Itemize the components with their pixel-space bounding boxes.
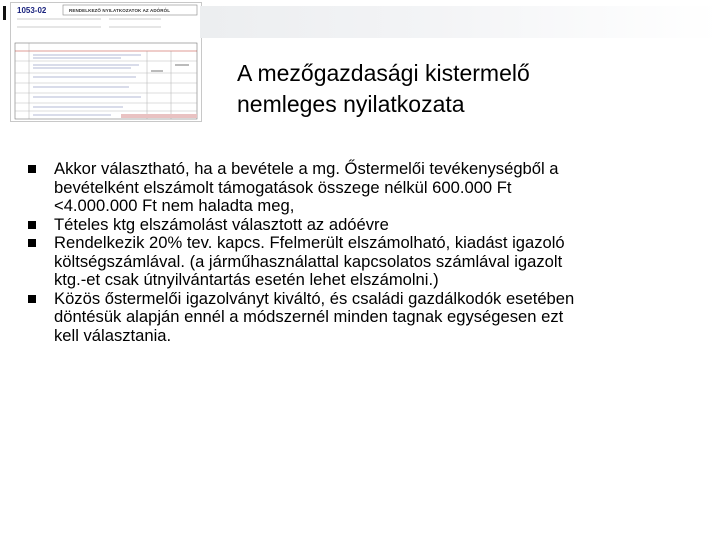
bullet-item xyxy=(28,234,708,290)
form-heading: RENDELKEZŐ NYILATKOZATOK AZ ADÓRÓL xyxy=(69,8,171,13)
bullet-line: ktg.-et csak útnyilvántartás esetén lehet elszámolni.) xyxy=(54,270,439,289)
square-bullet-icon xyxy=(28,165,36,173)
square-bullet-icon xyxy=(28,239,36,247)
bullet-line: döntésük alapján ennél a módszernél minden tagnak egységesen ezt xyxy=(54,307,564,326)
bullet-line: Akkor választható, ha a bevétele a mg. Őstermelői tevékenységből a xyxy=(54,159,559,178)
bullet-line: kell választania. xyxy=(54,325,172,345)
bullet-line: bevételként elszámolt támogatások összege nélkül 600.000 Ft xyxy=(54,177,512,197)
bullet-line: <4.000.000 Ft nem haladta meg, xyxy=(54,196,295,215)
form-table-graphic xyxy=(11,3,201,121)
slide-title xyxy=(237,58,707,120)
bullet-item xyxy=(28,290,708,346)
bullet-item xyxy=(28,160,708,216)
square-bullet-icon xyxy=(28,221,36,229)
bullet-line: költségszámlával. (a járműhasználattal kapcsolatos számlával igazolt xyxy=(54,251,563,271)
square-bullet-icon xyxy=(28,295,36,303)
bullet-line: Közös őstermelői igazolványt kiváltó, és családi gazdálkodók esetében xyxy=(54,288,575,308)
tax-form-thumbnail xyxy=(10,2,202,122)
header-stripe xyxy=(200,6,720,38)
bullet-item xyxy=(28,216,708,235)
bullet-list xyxy=(28,160,708,345)
bullet-line: Rendelkezik 20% tev. kapcs. Ffelmerült elszámolható, kiadást igazoló xyxy=(54,233,565,252)
form-code: 1053-02 xyxy=(17,6,47,15)
title-line-1: A mezőgazdasági kistermelő xyxy=(237,60,530,86)
bullet-line: Tételes ktg elszámolást választott az adóévre xyxy=(54,214,389,234)
title-line-2: nemleges nyilatkozata xyxy=(237,91,465,117)
corner-mark xyxy=(3,6,6,20)
